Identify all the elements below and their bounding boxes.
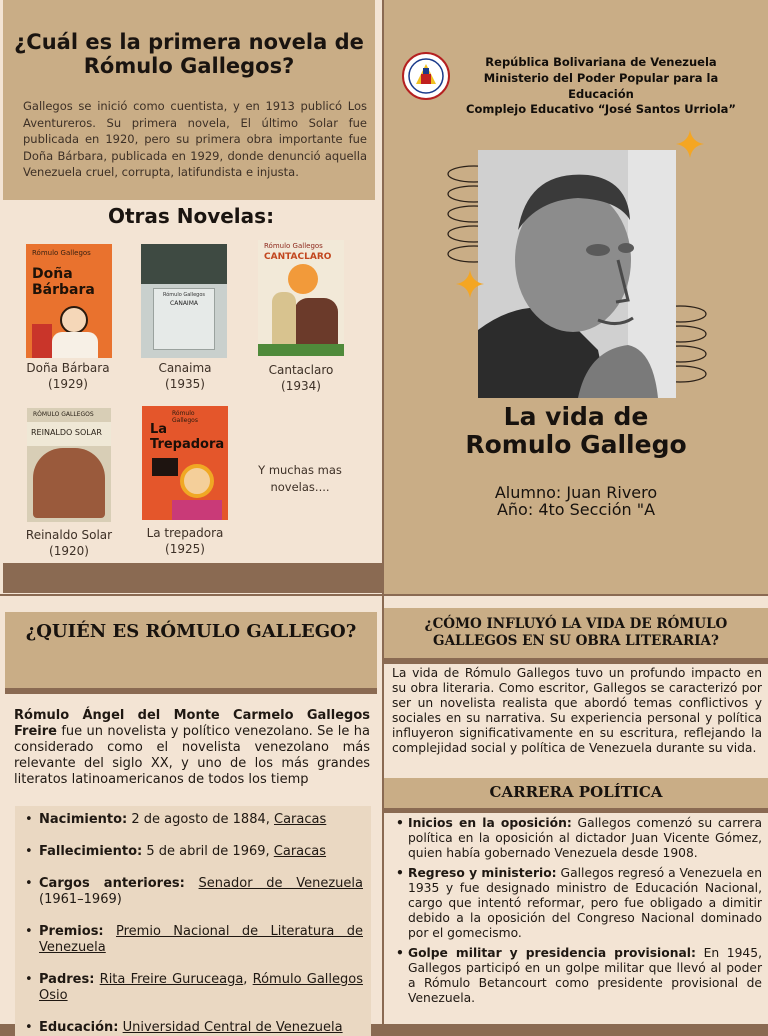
fact-educacion: [25, 1020, 363, 1036]
fact-label: Premios:: [39, 924, 104, 939]
fact-link-universidad[interactable]: Universidad Central de Venezuela: [122, 1020, 343, 1035]
book-cover-reinaldo-solar: [27, 408, 111, 522]
cover-body: [172, 500, 222, 520]
carrera-item: [394, 946, 762, 1006]
fact-label: Educación:: [39, 1020, 119, 1035]
book-year: (1920): [49, 544, 89, 558]
decorative-bar: [384, 658, 768, 664]
fact-link-padre[interactable]: Rómulo Gallegos Osio: [39, 972, 363, 1003]
cover-rider: [272, 292, 296, 344]
book-name: Reinaldo Solar: [25, 528, 113, 542]
book-name: Canaima: [158, 361, 212, 375]
book-year: (1935): [165, 377, 205, 391]
cover-title: Doña Bárbara: [32, 266, 95, 298]
cover-face: [180, 464, 214, 498]
book-caption-canaima: [137, 360, 233, 392]
primera-novela-header: [3, 0, 375, 200]
gov-line-3: Educación: [568, 87, 634, 101]
carrera-label: Inicios en la oposición:: [408, 816, 572, 830]
quien-es-title: ¿QUIÉN ES RÓMULO GALLEGO?: [25, 621, 357, 642]
cover-title-line-1: La vida de: [503, 402, 649, 431]
carrera-text: Gallegos regresó a Venezuela en 1935 y fue designado ministro de Educación Nacional, cargo que intentó reformar, pero fue obligado a dimitir debido a la oposición del Congreso Nacional dominado por el gomecismo.: [408, 866, 762, 940]
cover-author: Rómulo Gallegos: [32, 249, 91, 257]
cover-photo: [141, 244, 227, 284]
carrera-item: [394, 866, 762, 941]
fact-fallecimiento: [25, 844, 363, 860]
panel-influencia: [384, 596, 768, 1024]
fact-nacimiento: [25, 812, 363, 828]
carrera-list: [394, 816, 762, 1011]
fact-after: ,: [243, 972, 253, 987]
decorative-bar: [384, 808, 768, 813]
book-cover-dona-barbara: [26, 244, 112, 358]
cover-sun: [288, 264, 318, 294]
book-caption-reinaldo-solar: [17, 527, 121, 559]
fact-label: Cargos anteriores:: [39, 876, 185, 891]
cover-title: [384, 403, 768, 459]
book-year: (1929): [48, 377, 88, 391]
full-name: Rómulo Ángel del Monte Carmelo Gallegos Freire: [14, 708, 370, 739]
influencia-text: La vida de Rómulo Gallegos tuvo un profundo impacto en su obra literaria. Como escritor, Gallegos se caracterizó por ser un novelista realista que abordó temas conflictivos y sociales en su narrativa. Su experiencia personal y política influyeron significativamente en su escritura, reflejando la complejidad social y política de Venezuela durante su vida.: [392, 666, 762, 755]
primera-novela-text: Gallegos se inició como cuentista, y en 1913 publicó Los Aventureros. Su primera novela, El último Solar fue publicada en 1920, pero su primera obra importante fue Doña Bárbara, publicada en 1929, donde denunció aquella Venezuela cruel, corrupta, latifundista e injusta.: [23, 99, 367, 179]
fact-padres: [25, 972, 363, 1004]
cover-hat: [152, 458, 178, 476]
panel-quien-es: [0, 596, 382, 1035]
carrera-label: Golpe militar y presidencia provisional:: [408, 946, 696, 960]
book-year: (1934): [281, 379, 321, 393]
influencia-header: [384, 608, 768, 658]
book-caption-la-trepadora: [137, 525, 233, 557]
fact-label: Fallecimiento:: [39, 844, 143, 859]
book-caption-dona-barbara: [20, 360, 116, 392]
cover-painting: [33, 448, 105, 518]
book-name: Doña Bárbara: [26, 361, 110, 375]
panel-cover: [384, 0, 768, 594]
carrera-text: Gallegos comenzó su carrera política en la oposición al dictador Juan Vicente Gómez, quien había gobernado Venezuela desde 1908.: [408, 816, 762, 860]
cover-author: Rómulo Gallegos: [162, 292, 206, 298]
student-grade: Año: 4to Sección "A: [496, 500, 656, 519]
decorative-bar: [3, 563, 382, 593]
carrera-header: [384, 778, 768, 808]
book-caption-cantaclaro: [253, 362, 349, 394]
sparkle-icon: [676, 130, 704, 158]
influencia-title: ¿CÓMO INFLUYÓ LA VIDA DE RÓMULO GALLEGOS EN SU OBRA LITERARIA?: [424, 616, 728, 649]
more-novels-text: Y muchas mas novelas....: [258, 463, 342, 494]
carrera-title: CARRERA POLÍTICA: [489, 783, 663, 801]
otras-novelas-heading: Otras Novelas:: [107, 204, 275, 228]
fact-label: Padres:: [39, 972, 95, 987]
school-name: Complejo Educativo “José Santos Urriola”: [466, 102, 736, 116]
book-cover-la-trepadora: [142, 406, 228, 520]
cover-title: CANTACLARO: [264, 252, 332, 262]
quien-es-header: [5, 612, 377, 688]
fact-cargos: [25, 876, 363, 908]
gov-line-1: República Bolivariana de Venezuela: [485, 55, 717, 69]
panel-primera-novela: [0, 0, 382, 594]
fact-link-madre[interactable]: Rita Freire Guruceaga: [99, 972, 244, 987]
cover-author: Rómulo Gallegos: [172, 410, 198, 424]
cover-author: RÓMULO GALLEGOS: [33, 411, 94, 418]
fact-text: [185, 876, 199, 891]
fact-after: (1961–1969): [39, 892, 122, 907]
sparkle-icon: [456, 270, 484, 298]
book-cover-canaima: [141, 244, 227, 358]
book-year: (1925): [165, 542, 205, 556]
fact-link-caracas[interactable]: Caracas: [274, 812, 327, 827]
book-name: Cantaclaro: [268, 363, 334, 377]
gov-line-2: Ministerio del Poder Popular para la: [483, 71, 719, 85]
primera-novela-title: ¿Cuál es la primera novela de Rómulo Gallegos?: [14, 30, 364, 78]
fact-label: Nacimiento:: [39, 812, 128, 827]
portrait-photo: [478, 150, 676, 398]
cover-title: REINALDO SOLAR: [31, 428, 102, 437]
portrait-illustration: [478, 150, 676, 398]
cover-title: La Trepadora: [150, 422, 225, 452]
carrera-item: [394, 816, 762, 861]
book-cover-cantaclaro: [258, 240, 344, 356]
cover-figure-body: [52, 332, 98, 358]
decorative-bar: [5, 688, 377, 694]
fact-link-senador[interactable]: Senador de Venezuela: [198, 876, 363, 891]
student-name: Alumno: Juan Rivero: [494, 483, 658, 502]
carrera-text: En 1945, Gallegos participó en un golpe militar que llevó al poder a Rómulo Betancourt como presidente provisional de Venezuela.: [408, 946, 762, 1005]
book-name: La trepadora: [146, 526, 224, 540]
biography-text: [14, 708, 370, 788]
fact-text: 5 de abril de 1969,: [142, 844, 274, 859]
cover-title: CANAIMA: [170, 300, 198, 307]
fact-link-caracas[interactable]: Caracas: [273, 844, 327, 859]
fact-link-premio[interactable]: Premio Nacional de Literatura de Venezuela: [39, 924, 363, 955]
cover-title-line-2: Romulo Gallego: [465, 430, 687, 459]
biography-rest: fue un novelista y político venezolano. Se le ha considerado como el novelista venezolano más relevante del siglo XX, y uno de los más grandes literatos latinoamericanos de todos los tiemp: [14, 724, 370, 787]
cover-figure-small: [32, 324, 52, 358]
fact-text: 2 de agosto de 1884,: [127, 812, 275, 827]
cover-ground: [258, 344, 344, 356]
carrera-label: Regreso y ministerio:: [408, 866, 557, 880]
fact-text: [104, 924, 116, 939]
cover-horse: [294, 298, 338, 348]
facts-box: [15, 806, 371, 1036]
fact-premios: [25, 924, 363, 956]
cover-figure: [60, 306, 88, 334]
cover-author: Rómulo Gallegos: [264, 242, 323, 250]
